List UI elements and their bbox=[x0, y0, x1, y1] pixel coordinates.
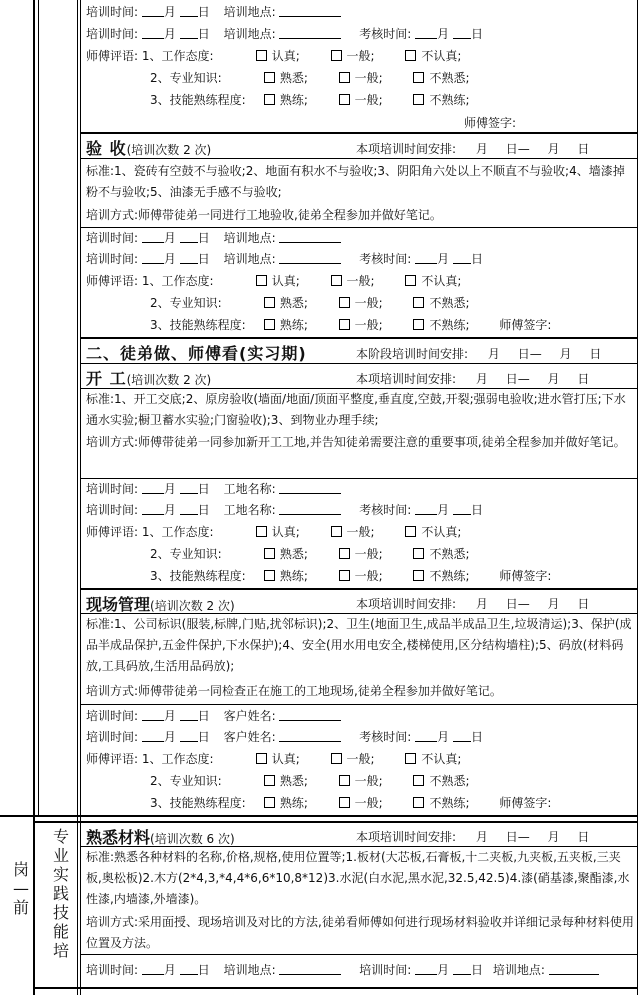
train-place-label: 培训地点: bbox=[223, 27, 276, 41]
month-label: 月 bbox=[163, 5, 176, 19]
train-count: (培训次数 2 次) bbox=[126, 373, 212, 387]
eval-knowledge-row bbox=[86, 70, 470, 86]
rule bbox=[80, 588, 638, 590]
option-label: 不熟悉; bbox=[429, 296, 470, 310]
schedule-dates: 月 日— 月 日 bbox=[475, 142, 590, 156]
rule bbox=[80, 132, 638, 134]
schedule-label: 本项培训时间安排: bbox=[356, 597, 457, 611]
checkbox[interactable] bbox=[339, 319, 350, 330]
train-time-label: 培训时间: bbox=[86, 482, 139, 496]
train-exam-row bbox=[86, 26, 483, 42]
train-time-label: 培训时间: bbox=[86, 730, 139, 744]
blank[interactable] bbox=[180, 502, 198, 515]
blank[interactable] bbox=[180, 481, 198, 494]
exam-time-label: 考核时间: bbox=[359, 252, 412, 266]
rule bbox=[80, 337, 638, 339]
checkbox[interactable] bbox=[413, 548, 424, 559]
checkbox[interactable] bbox=[339, 775, 350, 786]
day-label: 日 bbox=[197, 503, 210, 517]
option-label: 一般; bbox=[354, 71, 383, 85]
checkbox[interactable] bbox=[405, 753, 416, 764]
train-place-label: 培训地点: bbox=[223, 252, 276, 266]
stage-schedule bbox=[356, 345, 601, 362]
train-exam-row bbox=[86, 502, 483, 518]
acceptance-standard: 标准:1、瓷砖有空鼓不与验收;2、地面有积水不与验收;3、阴阳角六处以上不顺直不与验收;4、墙漆掉粉不与验收;5、油漆无手感不与验收; bbox=[86, 164, 625, 199]
materials-method: 培训方式:采用面授、现场培训及对比的方法,徒弟看师傅如何进行现场材料验收并详细记录每种材料使用位置及方法。 bbox=[86, 915, 634, 950]
option-label: 不认真; bbox=[421, 49, 462, 63]
checkbox[interactable] bbox=[339, 94, 350, 105]
option-label: 认真; bbox=[271, 752, 300, 766]
day-label: 日 bbox=[197, 482, 210, 496]
checkbox[interactable] bbox=[413, 319, 424, 330]
eval-attitude-row bbox=[86, 48, 461, 64]
option-label: 一般; bbox=[354, 547, 383, 561]
exam-time-label: 考核时间: bbox=[359, 27, 412, 41]
checkbox[interactable] bbox=[339, 548, 350, 559]
schedule-materials bbox=[356, 828, 589, 845]
train-place-label: 培训地点: bbox=[223, 963, 276, 977]
checkbox[interactable] bbox=[413, 775, 424, 786]
knowledge-label: 2、专业知识: bbox=[150, 547, 222, 561]
option-label: 不熟练; bbox=[429, 796, 470, 810]
eval-skill-row bbox=[86, 317, 551, 333]
blank[interactable] bbox=[142, 251, 164, 264]
option-label: 不熟悉; bbox=[429, 774, 470, 788]
option-label: 不熟练; bbox=[429, 569, 470, 583]
checkbox[interactable] bbox=[264, 570, 275, 581]
checkbox[interactable] bbox=[339, 797, 350, 808]
train-time-row bbox=[86, 481, 341, 497]
attitude-label: 1、工作态度: bbox=[141, 525, 214, 539]
schedule-dates: 月 日— 月 日 bbox=[487, 347, 602, 361]
option-label: 不认真; bbox=[421, 752, 462, 766]
checkbox[interactable] bbox=[413, 94, 424, 105]
day-label: 日 bbox=[197, 963, 210, 977]
blank[interactable] bbox=[279, 481, 341, 494]
blank[interactable] bbox=[279, 251, 341, 264]
category-divider bbox=[77, 0, 78, 995]
option-label: 一般; bbox=[354, 318, 383, 332]
month-label: 月 bbox=[437, 27, 450, 41]
acceptance-method: 培训方式:师傅带徒弟一同进行工地验收,徒弟全程参加并做好笔记。 bbox=[86, 208, 442, 222]
checkbox[interactable] bbox=[331, 275, 342, 286]
mentor-eval-label: 师傅评语: bbox=[86, 752, 139, 766]
blank[interactable] bbox=[180, 230, 198, 243]
skill-label: 3、技能熟练程度: bbox=[150, 318, 246, 332]
blank[interactable] bbox=[453, 502, 471, 515]
section-title-text: 熟悉材料 bbox=[86, 828, 151, 847]
skill-label: 3、技能熟练程度: bbox=[150, 796, 246, 810]
option-label: 认真; bbox=[271, 49, 300, 63]
option-label: 熟练; bbox=[279, 318, 308, 332]
mentor-sign-label: 师傅签字: bbox=[499, 796, 552, 810]
rule bbox=[80, 478, 638, 479]
knowledge-label: 2、专业知识: bbox=[150, 296, 222, 310]
blank[interactable] bbox=[279, 729, 341, 742]
blank[interactable] bbox=[415, 251, 437, 264]
schedule-dates: 月 日— 月 日 bbox=[475, 372, 590, 386]
month-label: 月 bbox=[163, 503, 176, 517]
blank[interactable] bbox=[549, 962, 599, 975]
train-time-label: 培训时间: bbox=[86, 5, 139, 19]
blank[interactable] bbox=[415, 962, 437, 975]
eval-attitude-row bbox=[86, 751, 461, 767]
checkbox[interactable] bbox=[405, 275, 416, 286]
train-time-label: 培训时间: bbox=[86, 252, 139, 266]
option-label: 一般; bbox=[346, 274, 375, 288]
blank[interactable] bbox=[415, 502, 437, 515]
knowledge-label: 2、专业知识: bbox=[150, 71, 222, 85]
option-label: 认真; bbox=[271, 274, 300, 288]
site-name-label: 工地名称: bbox=[223, 482, 276, 496]
day-label: 日 bbox=[197, 730, 210, 744]
skill-label: 3、技能熟练程度: bbox=[150, 569, 246, 583]
option-label: 一般; bbox=[354, 93, 383, 107]
blank[interactable] bbox=[180, 962, 198, 975]
schedule-label: 本项培训时间安排: bbox=[356, 830, 457, 844]
checkbox[interactable] bbox=[256, 526, 267, 537]
day-label: 日 bbox=[197, 27, 210, 41]
checkbox[interactable] bbox=[413, 797, 424, 808]
day-label: 日 bbox=[197, 5, 210, 19]
rule bbox=[80, 704, 638, 705]
eval-attitude-row bbox=[86, 273, 461, 289]
attitude-label: 1、工作态度: bbox=[141, 274, 214, 288]
blank[interactable] bbox=[415, 26, 437, 39]
checkbox[interactable] bbox=[264, 797, 275, 808]
train-exam-row bbox=[86, 251, 483, 267]
schedule-start bbox=[356, 370, 589, 387]
attitude-label: 1、工作态度: bbox=[141, 752, 214, 766]
option-label: 不熟练; bbox=[429, 93, 470, 107]
option-label: 一般; bbox=[346, 525, 375, 539]
month-label: 月 bbox=[163, 231, 176, 245]
section-title-acceptance bbox=[86, 136, 211, 159]
checkbox[interactable] bbox=[413, 72, 424, 83]
train-time-label: 培训时间: bbox=[86, 503, 139, 517]
rule bbox=[80, 954, 638, 955]
option-label: 熟悉; bbox=[279, 296, 308, 310]
schedule-acceptance bbox=[356, 140, 589, 157]
option-label: 不认真; bbox=[421, 274, 462, 288]
schedule-label: 本阶段培训时间安排: bbox=[356, 347, 469, 361]
month-label: 月 bbox=[163, 252, 176, 266]
option-label: 不熟练; bbox=[429, 318, 470, 332]
day-label: 日 bbox=[470, 963, 483, 977]
checkbox[interactable] bbox=[256, 50, 267, 61]
materials-standard: 标准:熟悉各种材料的名称,价格,规格,使用位置等;1.板材(大芯板,石膏板,十二夹板,九夹板,五夹板,三夹板,奥松板)2.木方(2*4,3,*4,4*6,6*10,8*12)3.水泥(白水泥,黑水泥,32.5,42.5)4.漆(硝基漆,聚酯漆,水性漆,内墙漆,外墙漆)。 bbox=[86, 850, 630, 906]
blank[interactable] bbox=[142, 26, 164, 39]
checkbox[interactable] bbox=[331, 753, 342, 764]
knowledge-label: 2、专业知识: bbox=[150, 774, 222, 788]
month-label: 月 bbox=[163, 27, 176, 41]
blank[interactable] bbox=[142, 962, 164, 975]
site-management-method: 培训方式:师傅带徒弟一同检查正在施工的工地现场,徒弟全程参加并做好笔记。 bbox=[86, 684, 502, 698]
schedule-site-management bbox=[356, 595, 589, 612]
month-label: 月 bbox=[437, 730, 450, 744]
checkbox[interactable] bbox=[405, 50, 416, 61]
option-label: 一般; bbox=[346, 49, 375, 63]
train-count: (培训次数 2 次) bbox=[126, 143, 212, 157]
checkbox[interactable] bbox=[256, 753, 267, 764]
blank[interactable] bbox=[142, 502, 164, 515]
train-count: (培训次数 6 次) bbox=[150, 832, 235, 846]
section-title-text: 验 收 bbox=[86, 139, 127, 158]
eval-skill-row bbox=[86, 92, 470, 108]
option-label: 不熟悉; bbox=[429, 547, 470, 561]
option-label: 一般; bbox=[354, 296, 383, 310]
schedule-label: 本项培训时间安排: bbox=[356, 142, 457, 156]
train-exam-row bbox=[86, 729, 483, 745]
option-label: 认真; bbox=[271, 525, 300, 539]
option-label: 熟练; bbox=[279, 569, 308, 583]
blank[interactable] bbox=[279, 502, 341, 515]
month-label: 月 bbox=[437, 963, 450, 977]
stage-title: 二、徒弟做、师傅看(实习期) bbox=[86, 344, 307, 363]
eval-skill-row bbox=[86, 568, 551, 584]
month-label: 月 bbox=[163, 730, 176, 744]
rule bbox=[33, 987, 638, 989]
option-label: 不熟悉; bbox=[429, 71, 470, 85]
site-management-standard: 标准:1、公司标识(服装,标牌,门贴,扰邻标识);2、卫生(地面卫生,成品半成品卫生,垃圾清运);3、保护(成品半成品保护,五金件保护,下水保护);4、安全(用水用电安全,楼梯使用,区分结构墙柱);5、码放(材料码放,工具码放,生活用品码放); bbox=[86, 617, 632, 673]
checkbox[interactable] bbox=[339, 570, 350, 581]
train-place-label: 培训地点: bbox=[223, 5, 276, 19]
checkbox[interactable] bbox=[413, 570, 424, 581]
day-label: 日 bbox=[470, 730, 483, 744]
train-time-label: 培训时间: bbox=[86, 963, 139, 977]
start-standard: 标准:1、开工交底;2、原房验收(墙面/地面/顶面平整度,垂直度,空鼓,开裂;强弱电验收;进水管打压;下水通水实验;橱卫蓄水实验;门窗验收);3、到物业办理手续; bbox=[86, 392, 626, 427]
blank[interactable] bbox=[180, 251, 198, 264]
day-label: 日 bbox=[470, 27, 483, 41]
blank[interactable] bbox=[453, 962, 471, 975]
blank[interactable] bbox=[142, 708, 164, 721]
month-label: 月 bbox=[437, 503, 450, 517]
train-time-label: 培训时间: bbox=[86, 27, 139, 41]
train-time-row bbox=[86, 708, 341, 724]
checkbox[interactable] bbox=[405, 526, 416, 537]
schedule-label: 本项培训时间安排: bbox=[356, 372, 457, 386]
day-label: 日 bbox=[197, 709, 210, 723]
blank[interactable] bbox=[453, 26, 471, 39]
checkbox[interactable] bbox=[413, 297, 424, 308]
eval-knowledge-row bbox=[86, 295, 470, 311]
blank[interactable] bbox=[453, 729, 471, 742]
mentor-eval-label: 师傅评语: bbox=[86, 49, 139, 63]
blank[interactable] bbox=[279, 26, 341, 39]
train-time-label: 培训时间: bbox=[86, 231, 139, 245]
rule bbox=[0, 815, 638, 817]
schedule-dates: 月 日— 月 日 bbox=[475, 830, 590, 844]
train-time-label: 培训时间: bbox=[359, 963, 412, 977]
checkbox[interactable] bbox=[264, 94, 275, 105]
mentor-eval-label: 师傅评语: bbox=[86, 525, 139, 539]
section-title-text: 现场管理 bbox=[86, 595, 151, 614]
attitude-label: 1、工作态度: bbox=[141, 49, 214, 63]
blank[interactable] bbox=[142, 4, 164, 17]
day-label: 日 bbox=[470, 503, 483, 517]
blank[interactable] bbox=[180, 4, 198, 17]
start-method: 培训方式:师傅带徒弟一同参加新开工工地,并告知徒弟需要注意的重要事项,徒弟全程参加并做好笔记。 bbox=[86, 435, 626, 449]
option-label: 一般; bbox=[354, 569, 383, 583]
day-label: 日 bbox=[197, 231, 210, 245]
checkbox[interactable] bbox=[339, 72, 350, 83]
train-place-label: 培训地点: bbox=[492, 963, 545, 977]
train-time-row bbox=[86, 962, 599, 978]
eval-knowledge-row bbox=[86, 773, 470, 789]
train-time-label: 培训时间: bbox=[86, 709, 139, 723]
customer-name-label: 客户姓名: bbox=[223, 709, 276, 723]
exam-time-label: 考核时间: bbox=[359, 503, 412, 517]
checkbox[interactable] bbox=[264, 319, 275, 330]
train-time-row bbox=[86, 230, 341, 246]
section-title-start bbox=[86, 366, 211, 389]
option-label: 熟悉; bbox=[279, 547, 308, 561]
option-label: 熟练; bbox=[279, 93, 308, 107]
checkbox[interactable] bbox=[331, 526, 342, 537]
site-name-label: 工地名称: bbox=[223, 503, 276, 517]
blank[interactable] bbox=[415, 729, 437, 742]
blank[interactable] bbox=[279, 708, 341, 721]
exam-time-label: 考核时间: bbox=[359, 730, 412, 744]
category-label-prejob: 岗—前 bbox=[12, 860, 29, 917]
blank[interactable] bbox=[279, 962, 341, 975]
category-label-practice: 专业实践技能培 bbox=[52, 827, 69, 960]
option-label: 熟悉; bbox=[279, 774, 308, 788]
blank[interactable] bbox=[142, 230, 164, 243]
day-label: 日 bbox=[197, 252, 210, 266]
blank[interactable] bbox=[180, 26, 198, 39]
section-title-site-management bbox=[86, 592, 235, 615]
checkbox[interactable] bbox=[256, 275, 267, 286]
checkbox[interactable] bbox=[264, 775, 275, 786]
left-border bbox=[33, 0, 35, 995]
mentor-sign-label: 师傅签字: bbox=[499, 318, 552, 332]
mentor-eval-label: 师傅评语: bbox=[86, 274, 139, 288]
train-time-row bbox=[86, 4, 341, 20]
train-count: (培训次数 2 次) bbox=[150, 599, 235, 613]
option-label: 熟练; bbox=[279, 796, 308, 810]
checkbox[interactable] bbox=[264, 548, 275, 559]
checkbox[interactable] bbox=[264, 72, 275, 83]
checkbox[interactable] bbox=[264, 297, 275, 308]
month-label: 月 bbox=[163, 709, 176, 723]
day-label: 日 bbox=[470, 252, 483, 266]
mentor-sign-label: 师傅签字: bbox=[464, 116, 517, 130]
blank[interactable] bbox=[279, 4, 341, 17]
blank[interactable] bbox=[453, 251, 471, 264]
eval-knowledge-row bbox=[86, 546, 470, 562]
inner-border bbox=[38, 0, 39, 815]
option-label: 一般; bbox=[346, 752, 375, 766]
eval-attitude-row bbox=[86, 524, 461, 540]
month-label: 月 bbox=[163, 963, 176, 977]
blank[interactable] bbox=[180, 708, 198, 721]
option-label: 熟悉; bbox=[279, 71, 308, 85]
skill-label: 3、技能熟练程度: bbox=[150, 93, 246, 107]
section-title-materials bbox=[86, 825, 235, 848]
rule bbox=[33, 821, 638, 823]
checkbox[interactable] bbox=[339, 297, 350, 308]
schedule-dates: 月 日— 月 日 bbox=[475, 597, 590, 611]
rule bbox=[80, 227, 638, 228]
option-label: 一般; bbox=[354, 774, 383, 788]
month-label: 月 bbox=[163, 482, 176, 496]
mentor-sign-label: 师傅签字: bbox=[499, 569, 552, 583]
section-title-text: 开 工 bbox=[86, 369, 127, 388]
blank[interactable] bbox=[279, 230, 341, 243]
train-place-label: 培训地点: bbox=[223, 231, 276, 245]
option-label: 不认真; bbox=[421, 525, 462, 539]
option-label: 一般; bbox=[354, 796, 383, 810]
blank[interactable] bbox=[180, 729, 198, 742]
customer-name-label: 客户姓名: bbox=[223, 730, 276, 744]
month-label: 月 bbox=[437, 252, 450, 266]
eval-skill-row bbox=[86, 795, 551, 811]
blank[interactable] bbox=[142, 729, 164, 742]
checkbox[interactable] bbox=[331, 50, 342, 61]
blank[interactable] bbox=[142, 481, 164, 494]
